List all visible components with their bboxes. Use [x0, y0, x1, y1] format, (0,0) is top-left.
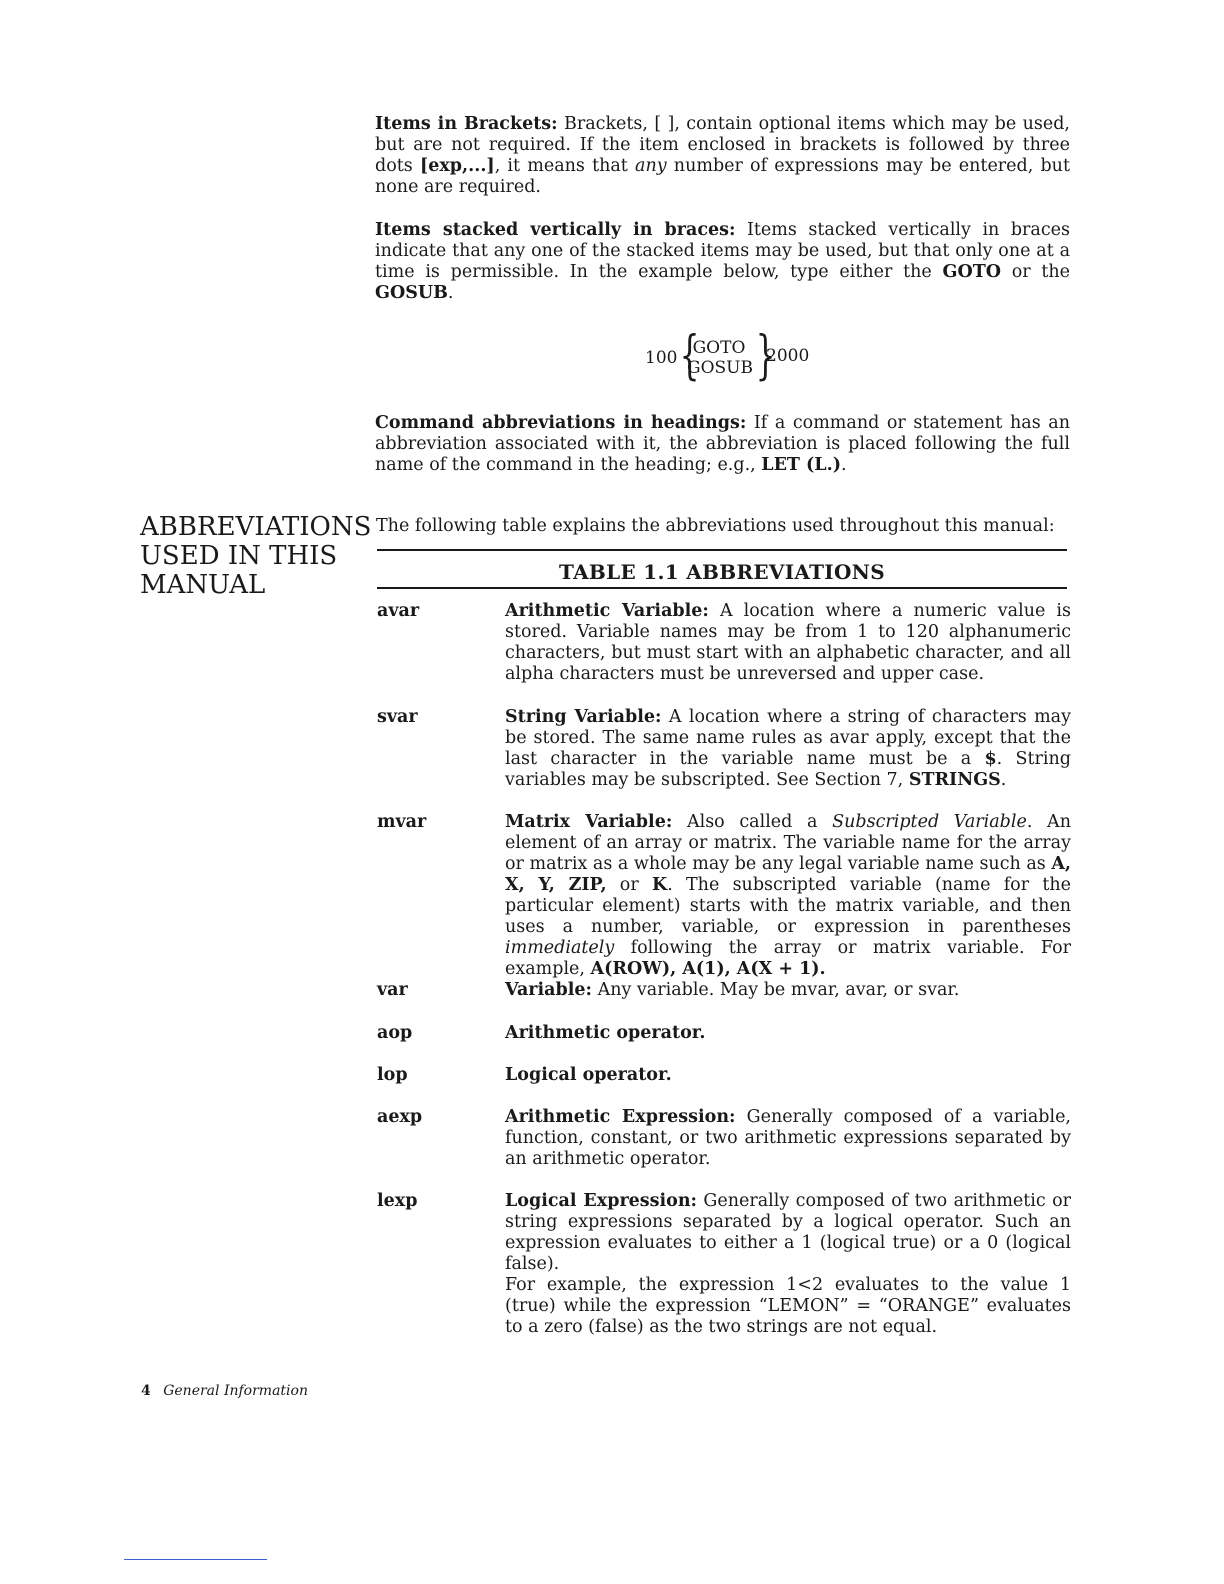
table-header-rule	[377, 587, 1067, 589]
braces-heading: Items stacked vertically in braces:	[375, 220, 736, 240]
page-footer	[141, 1383, 308, 1399]
abbr-definition: Arithmetic operator.	[505, 1023, 706, 1043]
table-intro: The following table explains the abbreviations used throughout this manual:	[376, 516, 1055, 536]
section-heading: ABBREVIATIONS USED IN THIS MANUAL	[140, 512, 372, 600]
brackets-heading: Items in Brackets:	[375, 114, 558, 134]
option-goto: GOTO	[692, 338, 746, 358]
line-target: 2000	[766, 346, 810, 366]
abbr-definition: Arithmetic Variable: A location where a numeric value is stored. Variable names may be from 1 to 120 alphanumeric characters, but must start with an alphabetic character, and all alpha characters must be unreversed and upper case.	[505, 601, 1071, 684]
brackets-paragraph: Items in Brackets: Brackets, [ ], contain optional items which may be used, but are not required. If the item enclosed in brackets is followed by three dots [exp,...], it means that any number of expressions may be entered, but none are required.	[375, 114, 1070, 197]
abbr-term: avar	[377, 601, 420, 621]
right-brace: }	[755, 326, 776, 386]
left-brace: {	[679, 326, 700, 386]
abbr-definition: Logical operator.	[505, 1065, 672, 1085]
abbr-term: var	[377, 980, 408, 1000]
footer-section-title: General Information	[163, 1383, 308, 1399]
abbr-definition: Variable: Any variable. May be mvar, avar, or svar.	[505, 980, 960, 1000]
brace-options	[687, 338, 751, 378]
abbr-term: lexp	[377, 1191, 418, 1211]
line-start: 100	[645, 348, 678, 368]
headings-paragraph: Command abbreviations in headings: If a command or statement has an abbreviation associated with it, the abbreviation is placed following the full name of the command in the heading; e.g., LET (L.).	[375, 413, 1070, 475]
abbr-definition: Arithmetic Expression: Generally composed of a variable, function, constant, or two arithmetic expressions separated by an arithmetic operator.	[505, 1107, 1071, 1169]
abbr-definition: Logical Expression: Generally composed of two arithmetic or string expressions separated by a logical operator. Such an expression evaluates to either a 1 (logical true) or a 0 (logical false).	[505, 1191, 1071, 1274]
abbr-term: aexp	[377, 1107, 423, 1127]
page-number: 4	[141, 1383, 151, 1399]
headings-heading: Command abbreviations in headings:	[375, 413, 747, 433]
braces-paragraph: Items stacked vertically in braces: Items stacked vertically in braces indicate that any one of the stacked items may be used, but that only one at a time is permissible. In the example below, type either the GOTO or the GOSUB.	[375, 220, 1071, 303]
abbr-term: aop	[377, 1023, 413, 1043]
abbr-definition: String Variable: A location where a string of characters may be stored. The same name rules as avar apply, except that the last character in the variable name must be a $. String variables may be subscripted. See Section 7, STRINGS.	[505, 707, 1072, 790]
abbr-example: For example, the expression 1<2 evaluates to the value 1 (true) while the expression “LEMON” = “ORANGE” evaluates to a zero (false) as the two strings are not equal.	[505, 1275, 1071, 1337]
abbr-term: lop	[377, 1065, 408, 1085]
abbr-definition: Matrix Variable: Also called a Subscripted Variable. An element of an array or matrix. The variable name for the array or matrix as a whole may be any legal variable name such as A, X, Y, ZIP, or K. The subscripted variable (name for the particular element) starts with the matrix variable, and then uses a number, variable, or expression in parentheses immediately following the array or matrix variable. For example, A(ROW), A(1), A(X + 1).	[505, 812, 1071, 979]
table-top-rule	[377, 549, 1067, 551]
table-title: TABLE 1.1 ABBREVIATIONS	[558, 560, 885, 584]
option-gosub: GOSUB	[687, 358, 753, 378]
brackets-code: [exp,...]	[419, 156, 495, 176]
abbr-term: svar	[377, 707, 418, 727]
abbr-term: mvar	[377, 812, 427, 832]
scan-artifact-line	[124, 1559, 267, 1560]
